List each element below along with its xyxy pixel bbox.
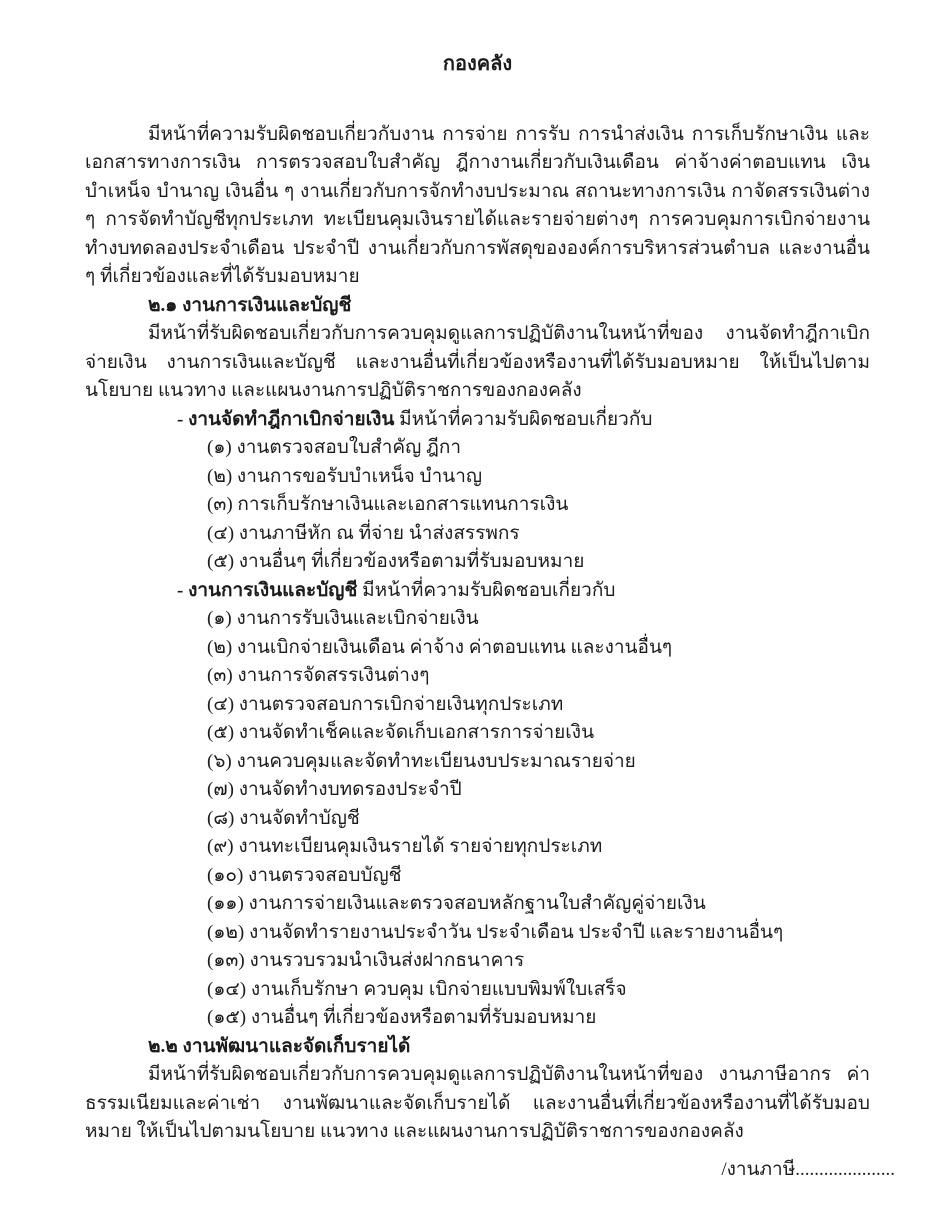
list-item: (๔) งานตรวจสอบการเบิกจ่ายเงินทุกประเภท (207, 693, 564, 715)
list-item: (๕) งานอื่นๆ ที่เกี่ยวข้องหรือตามที่รับมอบหมาย (207, 551, 585, 572)
list-item: (๑๓) งานรวบรวมนำเงินส่งฝากธนาคาร (207, 950, 525, 971)
list-item: (๗) งานจัดทำงบทดรองประจำปี (207, 779, 462, 800)
list-item: (๓) งานการจัดสรรเงินต่างๆ (207, 665, 430, 686)
section-2-1-heading: ๒.๑ งานการเงินและบัญชี (148, 294, 352, 316)
list-item: (๑๐) งานตรวจสอบบัญชี (207, 864, 402, 886)
subsection-dika-title-suffix: มีหน้าที่ความรับผิดชอบเกี่ยวกับ (394, 408, 653, 430)
subsection-finance-title: - งานการเงินและบัญชี (177, 579, 358, 601)
page-title: กองคลัง (442, 53, 513, 75)
page-continuation-note: /งานภาษี..................... (721, 1158, 895, 1180)
list-item: (๑) งานการรับเงินและเบิกจ่ายเงิน (207, 608, 479, 629)
list-item: (๒) งานเบิกจ่ายเงินเดือน ค่าจ้าง ค่าตอบแทน และงานอื่นๆ (207, 636, 673, 658)
division-duties-paragraph: มีหน้าที่ความรับผิดชอบเกี่ยวกับงาน การจ่าย การรับ การนำส่งเงิน การเก็บรักษาเงิน และเอกสารทางการเงิน การตรวจสอบใบสำคัญ ฎีกางานเกี่ยวกับเงินเดือน ค่าจ้างค่าตอบแทน เงินบำเหน็จ บำนาญ เงินอื่น ๆ งานเกี่ยวกับการจักทำงบประมาณ สถานะทางการเงิน กาจัดสรรเงินต่าง ๆ การจัดทำบัญชีทุกประเภท ทะเบียนคุมเงินรายได้และรายจ่ายต่างๆ การควบคุมการเบิกจ่ายงานทำงบทดลองประจำเดือน ประจำปี งานเกี่ยวกับการพัสดุขององค์การบริหารส่วนตำบล และงานอื่น ๆ ที่เกี่ยวข้องและที่ได้รับมอบหมาย (85, 123, 870, 287)
list-item: (๑๔) งานเก็บรักษา ควบคุม เบิกจ่ายแบบพิมพ์ใบเสร็จ (207, 978, 627, 1000)
section-2-2-intro-paragraph: มีหน้าที่รับผิดชอบเกี่ยวกับการควบคุมดูแลการปฏิบัติงานในหน้าที่ของ งานภาษีอากร ค่าธรรมเนียมและค่าเช่า งานพัฒนาและจัดเก็บรายได้ และงานอื่นที่เกี่ยวข้องหรืองานที่ได้รับมอบหมาย ให้เป็นไปตามนโยบาย แนวทาง และแผนงานการปฏิบัติราชการของกองคลัง (85, 1064, 870, 1142)
list-item: (๕) งานจัดทำเช็คและจัดเก็บเอกสารการจ่ายเงิน (207, 722, 595, 743)
list-item: (๑๑) งานการจ่ายเงินและตรวจสอบหลักฐานใบสำคัญคู่จ่ายเงิน (207, 893, 706, 914)
subsection-finance-heading (85, 577, 870, 606)
list-item: (๓) การเก็บรักษาเงินและเอกสารแทนการเงิน (207, 494, 569, 515)
list-item: (๔) งานภาษีหัก ณ ที่จ่าย นำส่งสรรพกร (207, 522, 520, 544)
section-2-1-intro-paragraph: มีหน้าที่รับผิดชอบเกี่ยวกับการควบคุมดูแลการปฏิบัติงานในหน้าที่ของ งานจัดทำฎีกาเบิกจ่ายเงิน งานการเงินและบัญชี และงานอื่นที่เกี่ยวข้องหรืองานที่ได้รับมอบหมาย ให้เป็นไปตามนโยบาย แนวทาง และแผนงานการปฏิบัติราชการของกองคลัง (85, 323, 870, 401)
list-item: (๖) งานควบคุมและจัดทำทะเบียนงบประมาณรายจ่าย (207, 750, 636, 772)
subsection-dika-title: - งานจัดทำฎีกาเบิกจ่ายเงิน (177, 408, 395, 430)
subsection-finance-title-suffix: มีหน้าที่ความรับผิดชอบเกี่ยวกับ (357, 579, 616, 601)
list-item: (๘) งานจัดทำบัญชี (207, 807, 360, 829)
list-item: (๙) งานทะเบียนคุมเงินรายได้ รายจ่ายทุกประเภท (207, 836, 603, 857)
list-item: (๑) งานตรวจสอบใบสำคัญ ฎีกา (207, 437, 461, 458)
list-item: (๑๒) งานจัดทำรายงานประจำวัน ประจำเดือน ประจำปี และรายงานอื่นๆ (207, 921, 784, 943)
list-item: (๒) งานการขอรับบำเหน็จ บำนาญ (207, 465, 483, 487)
section-2-2-heading: ๒.๒ งานพัฒนาและจัดเก็บรายได้ (148, 1035, 411, 1057)
subsection-dika-heading (85, 406, 870, 435)
list-item: (๑๕) งานอื่นๆ ที่เกี่ยวข้องหรือตามที่รับมอบหมาย (207, 1007, 597, 1028)
